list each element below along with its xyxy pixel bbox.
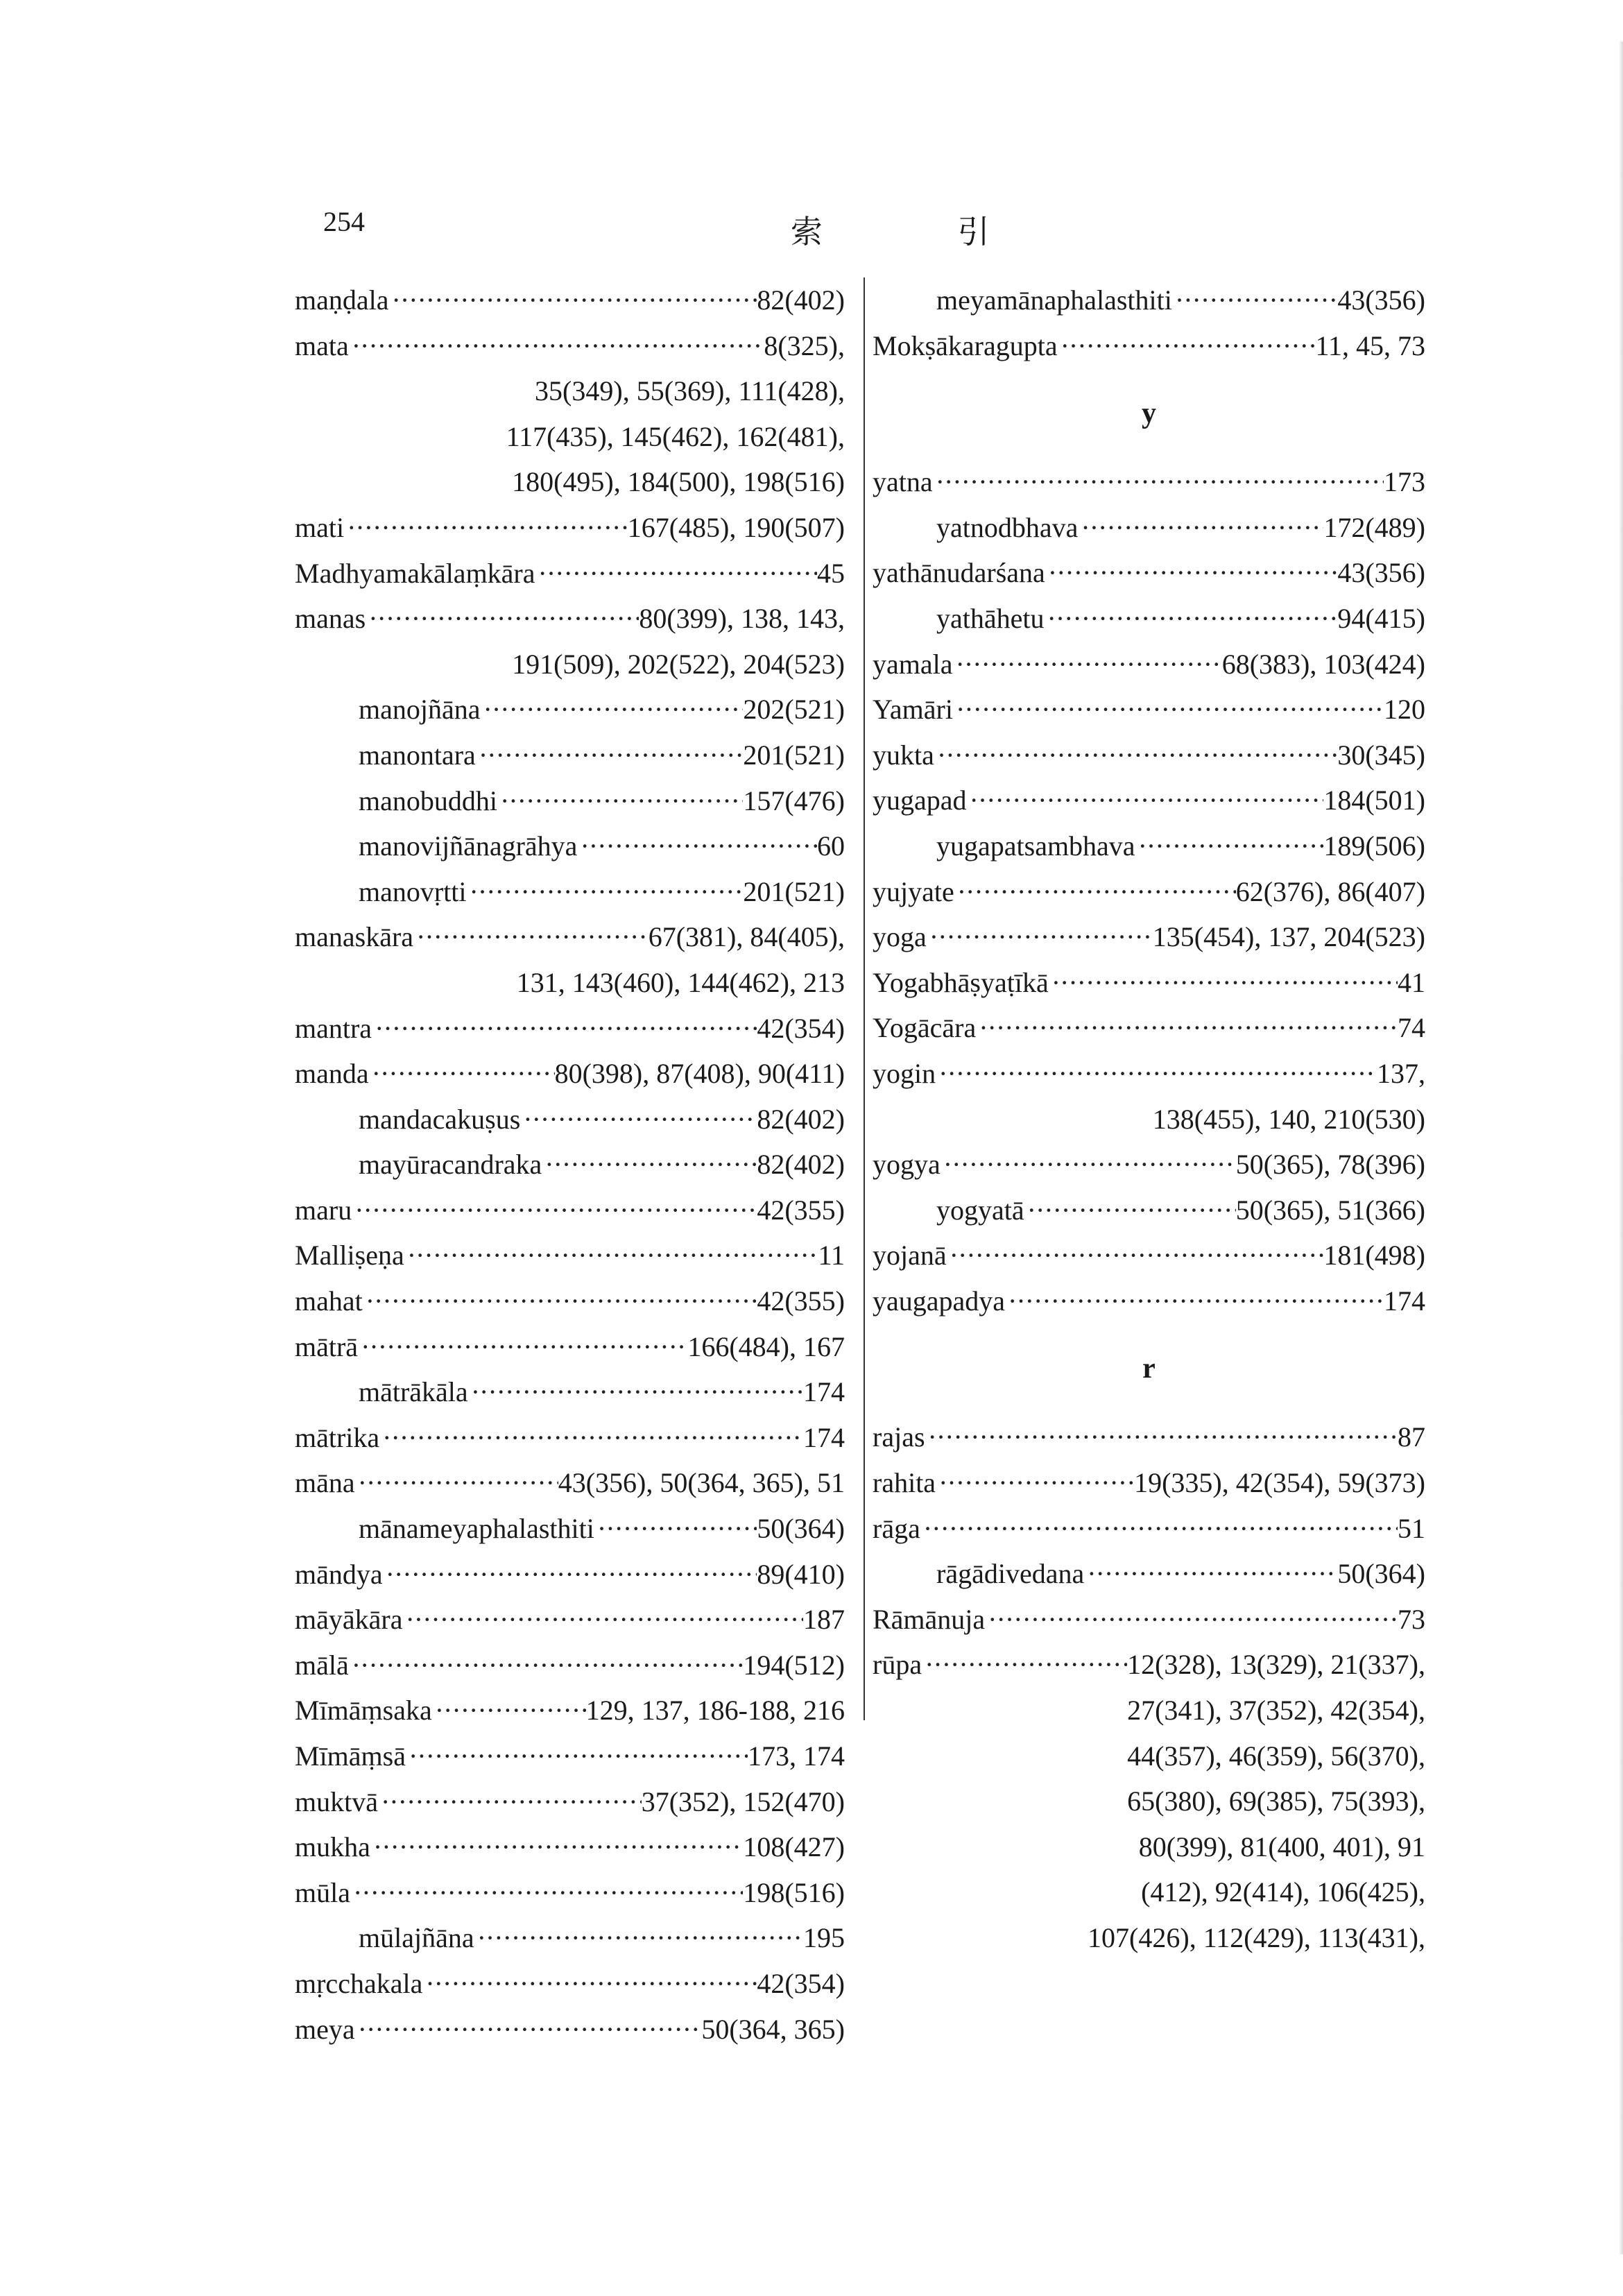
index-entry-continuation [873, 1869, 1425, 1915]
index-term: yamala [873, 648, 953, 680]
dot-leader [349, 323, 764, 369]
dot-leader [406, 1733, 748, 1779]
index-entry-continuation [873, 1915, 1425, 1961]
page-references: 129, 137, 186-188, 216 [585, 1695, 845, 1727]
dot-leader [363, 1278, 757, 1324]
page-references: 42(354) [757, 1967, 845, 1999]
index-term: Yamāri [873, 694, 953, 726]
index-term: yatnodbhava [936, 511, 1079, 543]
page-references: 42(354) [757, 1012, 845, 1044]
dot-leader [933, 459, 1384, 505]
index-term: māna [295, 1467, 355, 1499]
index-entry [873, 1506, 1425, 1552]
dot-leader [372, 1006, 757, 1052]
index-entry [295, 2007, 845, 2053]
index-term: māndya [295, 1558, 383, 1590]
page-references: 67(381), 84(405), [648, 921, 845, 953]
dot-leader [467, 869, 744, 915]
index-entry [295, 1051, 845, 1097]
index-entry [873, 642, 1425, 687]
page-references: 201(521) [743, 739, 845, 771]
index-subentry [295, 1506, 845, 1552]
page-references: 167(485), 190(507) [627, 511, 845, 543]
index-entry [295, 1460, 845, 1506]
dot-leader [1045, 596, 1338, 642]
index-term: mṛcchakala [295, 1967, 423, 1999]
index-term: yatna [873, 466, 933, 498]
index-entry [873, 1642, 1425, 1688]
index-term: manas [295, 603, 366, 635]
index-column-left [295, 277, 845, 2052]
index-term: rūpa [873, 1649, 922, 1681]
dot-leader [920, 1506, 1398, 1552]
index-entry [873, 733, 1425, 778]
dot-leader [352, 1188, 757, 1233]
index-term: rāgādivedana [936, 1558, 1085, 1590]
index-entry [873, 778, 1425, 823]
index-term: yujyate [873, 875, 954, 907]
dot-leader [497, 778, 743, 824]
dot-leader [402, 1597, 803, 1643]
dot-leader [379, 1415, 803, 1461]
index-term: mandacakuṣus [359, 1103, 521, 1135]
page-references: 202(521) [743, 694, 845, 726]
dot-leader [468, 1369, 803, 1415]
dot-leader [344, 505, 628, 551]
index-term: yathāhetu [936, 602, 1045, 634]
index-term: Malliṣeṇa [295, 1240, 404, 1271]
dot-leader [1058, 323, 1316, 369]
index-entry [295, 1278, 845, 1324]
dot-leader [1084, 1551, 1337, 1597]
dot-leader [432, 1688, 586, 1733]
dot-leader [1024, 1188, 1236, 1233]
page-references: 201(521) [743, 875, 845, 907]
index-entry [873, 1597, 1425, 1643]
page-references: 30(345) [1337, 739, 1425, 771]
index-term: mukha [295, 1831, 370, 1863]
index-term: Rāmānuja [873, 1603, 986, 1635]
index-term: Yogācāra [873, 1012, 977, 1044]
dot-leader [1005, 1278, 1384, 1324]
index-term: yugapad [873, 785, 967, 816]
page-references: 174 [1384, 1285, 1425, 1317]
dot-leader [370, 1824, 743, 1870]
index-term: manovṛtti [359, 875, 467, 907]
page-references: 189(506) [1323, 830, 1425, 862]
index-term: Yogabhāṣyaṭīkā [873, 966, 1049, 998]
index-entry [873, 1233, 1425, 1278]
dot-leader [520, 1097, 757, 1142]
index-entry [295, 1233, 845, 1278]
dot-leader [481, 687, 744, 733]
index-entry [873, 914, 1425, 960]
page-references: 73 [1398, 1603, 1425, 1635]
dot-leader [936, 1460, 1134, 1506]
page-references: 180(495), 184(500), 198(516) [512, 466, 845, 498]
dot-leader [474, 1915, 803, 1961]
index-term: manda [295, 1058, 369, 1090]
index-term: manojñāna [359, 694, 481, 726]
page-edge-shadow [1619, 42, 1623, 2254]
index-subentry [295, 1142, 845, 1188]
dot-leader [535, 551, 817, 597]
page-references: 166(484), 167 [687, 1330, 845, 1362]
page-references: 191(509), 202(522), 204(523) [512, 648, 845, 680]
index-term: rahita [873, 1467, 936, 1499]
dot-leader [925, 1414, 1398, 1460]
index-entry [873, 1414, 1425, 1460]
page-references: 43(356), 50(364, 365), 51 [558, 1467, 845, 1499]
page-references: 82(402) [757, 1149, 845, 1181]
page-references: 82(402) [757, 284, 845, 316]
index-entry [295, 1324, 845, 1370]
index-entry-continuation [873, 1688, 1425, 1733]
index-term: muktvā [295, 1785, 378, 1817]
index-term: mata [295, 329, 349, 361]
dot-leader [404, 1233, 818, 1278]
page-references: 173, 174 [748, 1740, 845, 1772]
index-entry [873, 1278, 1425, 1324]
index-column-right [873, 277, 1425, 1961]
page-references: 42(355) [757, 1194, 845, 1226]
index-entry [295, 505, 845, 551]
index-term: mānameyaphalasthiti [359, 1513, 594, 1545]
page-references: 94(415) [1337, 602, 1425, 634]
index-subentry [295, 778, 845, 824]
section-letter: y [1142, 397, 1156, 430]
page-references: 62(376), 86(407) [1235, 875, 1425, 907]
index-entry [295, 596, 845, 642]
index-entry-continuation [295, 642, 845, 687]
index-term: yathānudarśana [873, 557, 1045, 589]
page-references: 131, 143(460), 144(462), 213 [516, 966, 845, 998]
index-term: Mokṣākaragupta [873, 329, 1058, 361]
page-references: 35(349), 55(369), 111(428), [535, 375, 845, 407]
index-entry-continuation [295, 459, 845, 505]
page-references: 138(455), 140, 210(530) [1152, 1103, 1425, 1135]
page-references: 89(410) [757, 1558, 845, 1590]
page-references: 120 [1384, 694, 1425, 726]
index-subentry [873, 277, 1425, 323]
index-term: mayūracandraka [359, 1149, 542, 1181]
index-subentry [873, 1188, 1425, 1233]
page-references: 68(383), 103(424) [1221, 648, 1425, 680]
dot-leader [422, 1961, 757, 2007]
index-subentry [295, 733, 845, 778]
index-term: yukta [873, 739, 934, 771]
dot-leader [936, 1051, 1377, 1097]
page-heading: 索 引 [791, 213, 1052, 250]
dot-leader [355, 1460, 558, 1506]
index-term: mantra [295, 1012, 372, 1044]
page-references: 42(355) [757, 1285, 845, 1317]
dot-leader [976, 1005, 1398, 1051]
dot-leader [1078, 505, 1323, 551]
index-entry [295, 1415, 845, 1461]
index-term: manobuddhi [359, 785, 497, 816]
index-subentry [295, 869, 845, 915]
index-entry [295, 1961, 845, 2007]
index-term: yojanā [873, 1240, 947, 1271]
index-term: yugapatsambhava [936, 830, 1135, 862]
index-entry [295, 1597, 845, 1643]
page-references: 195 [803, 1922, 845, 1954]
index-entry [295, 1006, 845, 1052]
index-term: Madhyamakālaṃkāra [295, 557, 535, 589]
dot-leader [954, 869, 1236, 915]
index-subentry [295, 823, 845, 869]
page-references: 173 [1384, 466, 1425, 498]
page-references: 19(335), 42(354), 59(373) [1134, 1467, 1425, 1499]
page-references: 65(380), 69(385), 75(393), [1127, 1785, 1425, 1817]
dot-leader [1045, 550, 1338, 596]
page-references: 74 [1398, 1012, 1425, 1044]
page-references: 12(328), 13(329), 21(337), [1127, 1649, 1425, 1681]
page-references: 80(398), 87(408), 90(411) [554, 1058, 845, 1090]
index-term: mūla [295, 1876, 350, 1908]
page-references: 172(489) [1323, 511, 1425, 543]
dot-leader [366, 596, 639, 642]
index-term: maṇḍala [295, 284, 389, 316]
page-references: 51 [1398, 1512, 1425, 1544]
index-entry [873, 1142, 1425, 1188]
index-term: yogyatā [936, 1194, 1024, 1226]
dot-leader [355, 2007, 702, 2053]
column-divider [864, 277, 865, 1720]
index-entry [295, 1824, 845, 1870]
index-term: rajas [873, 1421, 925, 1453]
index-subentry [295, 1097, 845, 1142]
page-references: 50(364) [757, 1513, 845, 1545]
dot-leader [1049, 960, 1398, 1006]
index-term: yogin [873, 1057, 936, 1089]
dot-leader [358, 1324, 687, 1370]
index-term: manaskāra [295, 921, 414, 953]
dot-leader [542, 1142, 757, 1188]
index-term: manontara [359, 739, 476, 771]
dot-leader [383, 1552, 757, 1597]
index-entry [873, 1051, 1425, 1097]
index-entry-continuation [295, 960, 845, 1006]
page-references: 50(365), 78(396) [1235, 1149, 1425, 1181]
page-references: 184(501) [1323, 785, 1425, 816]
page-references: 137, [1377, 1057, 1425, 1089]
index-entry [295, 1733, 845, 1779]
index-entry-continuation [295, 368, 845, 414]
page-references: 50(365), 51(366) [1235, 1194, 1425, 1226]
index-entry [295, 551, 845, 597]
index-term: māyākāra [295, 1604, 403, 1636]
index-entry [873, 869, 1425, 915]
page-references: 8(325), [764, 329, 845, 361]
index-entry [295, 1688, 845, 1733]
index-entry-continuation [873, 1733, 1425, 1779]
dot-leader [389, 277, 757, 323]
page-references: 198(516) [743, 1876, 845, 1908]
index-entry-continuation [873, 1779, 1425, 1824]
dot-leader [985, 1597, 1398, 1643]
index-entry [873, 687, 1425, 733]
index-term: mātrika [295, 1421, 380, 1453]
index-subentry [873, 823, 1425, 869]
index-entry [295, 1870, 845, 1916]
page-references: 82(402) [757, 1103, 845, 1135]
page-references: 80(399), 81(400, 401), 91 [1138, 1831, 1425, 1862]
index-term: mūlajñāna [359, 1922, 474, 1954]
index-subentry [873, 505, 1425, 551]
dot-leader [953, 642, 1222, 687]
page-references: 27(341), 37(352), 42(354), [1127, 1695, 1425, 1727]
page-references: 108(427) [743, 1831, 845, 1863]
dot-leader [594, 1506, 757, 1552]
dot-leader [967, 778, 1324, 823]
index-entry [295, 1188, 845, 1233]
page-references: 50(364, 365) [701, 2013, 845, 2045]
page-references: 45 [817, 557, 845, 589]
index-subentry [873, 596, 1425, 642]
index-term: mātrā [295, 1330, 359, 1362]
page-references: 174 [803, 1421, 845, 1453]
index-term: mātrākāla [359, 1376, 468, 1408]
dot-leader [413, 914, 649, 960]
dot-leader [577, 823, 817, 869]
index-term: manovijñānagrāhya [359, 830, 578, 862]
page-references: 50(364) [1337, 1558, 1425, 1590]
dot-leader [1172, 277, 1337, 323]
index-term: meya [295, 2013, 355, 2045]
page-references: 41 [1398, 966, 1425, 998]
index-entry [873, 459, 1425, 505]
page-references: 157(476) [743, 785, 845, 816]
index-entry [873, 323, 1425, 369]
index-entry [873, 1005, 1425, 1051]
index-term: yaugapadya [873, 1285, 1006, 1317]
page-references: 37(352), 152(470) [641, 1785, 845, 1817]
index-entry [295, 323, 845, 369]
index-term: Mīmāṃsā [295, 1740, 406, 1772]
dot-leader [947, 1233, 1324, 1278]
page-references: 44(357), 46(359), 56(370), [1127, 1740, 1425, 1772]
index-term: yogya [873, 1149, 941, 1181]
page-references: 181(498) [1323, 1240, 1425, 1271]
dot-leader [349, 1643, 744, 1688]
dot-leader [922, 1642, 1127, 1688]
index-term: mati [295, 511, 345, 543]
page-references: 194(512) [743, 1649, 845, 1681]
index-term: mālā [295, 1649, 349, 1681]
index-entry [295, 1779, 845, 1825]
page-references: 117(435), 145(462), 162(481), [506, 420, 845, 452]
index-term: Mīmāṃsaka [295, 1695, 432, 1727]
page-references: 174 [803, 1376, 845, 1408]
index-entry [873, 550, 1425, 596]
page-references: 80(399), 138, 143, [639, 603, 845, 635]
page-references: 187 [803, 1604, 845, 1636]
index-subentry [295, 1915, 845, 1961]
page-references: 60 [817, 830, 845, 862]
dot-leader [378, 1779, 642, 1825]
index-entry-continuation [295, 414, 845, 460]
index-entry [295, 1552, 845, 1597]
page-references: 87 [1398, 1421, 1425, 1453]
dot-leader [476, 733, 744, 778]
index-term: rāga [873, 1512, 920, 1544]
page-references: 43(356) [1337, 557, 1425, 589]
index-subentry [873, 1551, 1425, 1597]
index-subentry [295, 687, 845, 733]
index-entry [295, 277, 845, 323]
index-entry [295, 914, 845, 960]
page-references: 107(426), 112(429), 113(431), [1088, 1922, 1425, 1953]
index-entry [873, 1460, 1425, 1506]
page-references: 11, 45, 73 [1315, 329, 1425, 361]
index-term: meyamānaphalasthiti [936, 284, 1172, 316]
index-term: mahat [295, 1285, 363, 1317]
page-references: 11 [818, 1240, 845, 1271]
index-term: maru [295, 1194, 352, 1226]
section-letter: r [1142, 1353, 1156, 1385]
index-entry-continuation [873, 1097, 1425, 1142]
dot-leader [369, 1051, 555, 1097]
dot-leader [953, 687, 1384, 733]
page-references: (412), 92(414), 106(425), [1141, 1876, 1425, 1908]
dot-leader [1135, 823, 1324, 869]
page-references: 135(454), 137, 204(523) [1152, 921, 1425, 953]
page-number: 254 [323, 206, 365, 237]
dot-leader [927, 914, 1153, 960]
index-entry [873, 960, 1425, 1006]
index-term: yoga [873, 921, 927, 953]
index-entry [295, 1643, 845, 1688]
dot-leader [934, 733, 1337, 778]
index-entry-continuation [873, 1824, 1425, 1870]
dot-leader [941, 1142, 1236, 1188]
page-references: 43(356) [1337, 284, 1425, 316]
dot-leader [350, 1870, 743, 1916]
index-subentry [295, 1369, 845, 1415]
